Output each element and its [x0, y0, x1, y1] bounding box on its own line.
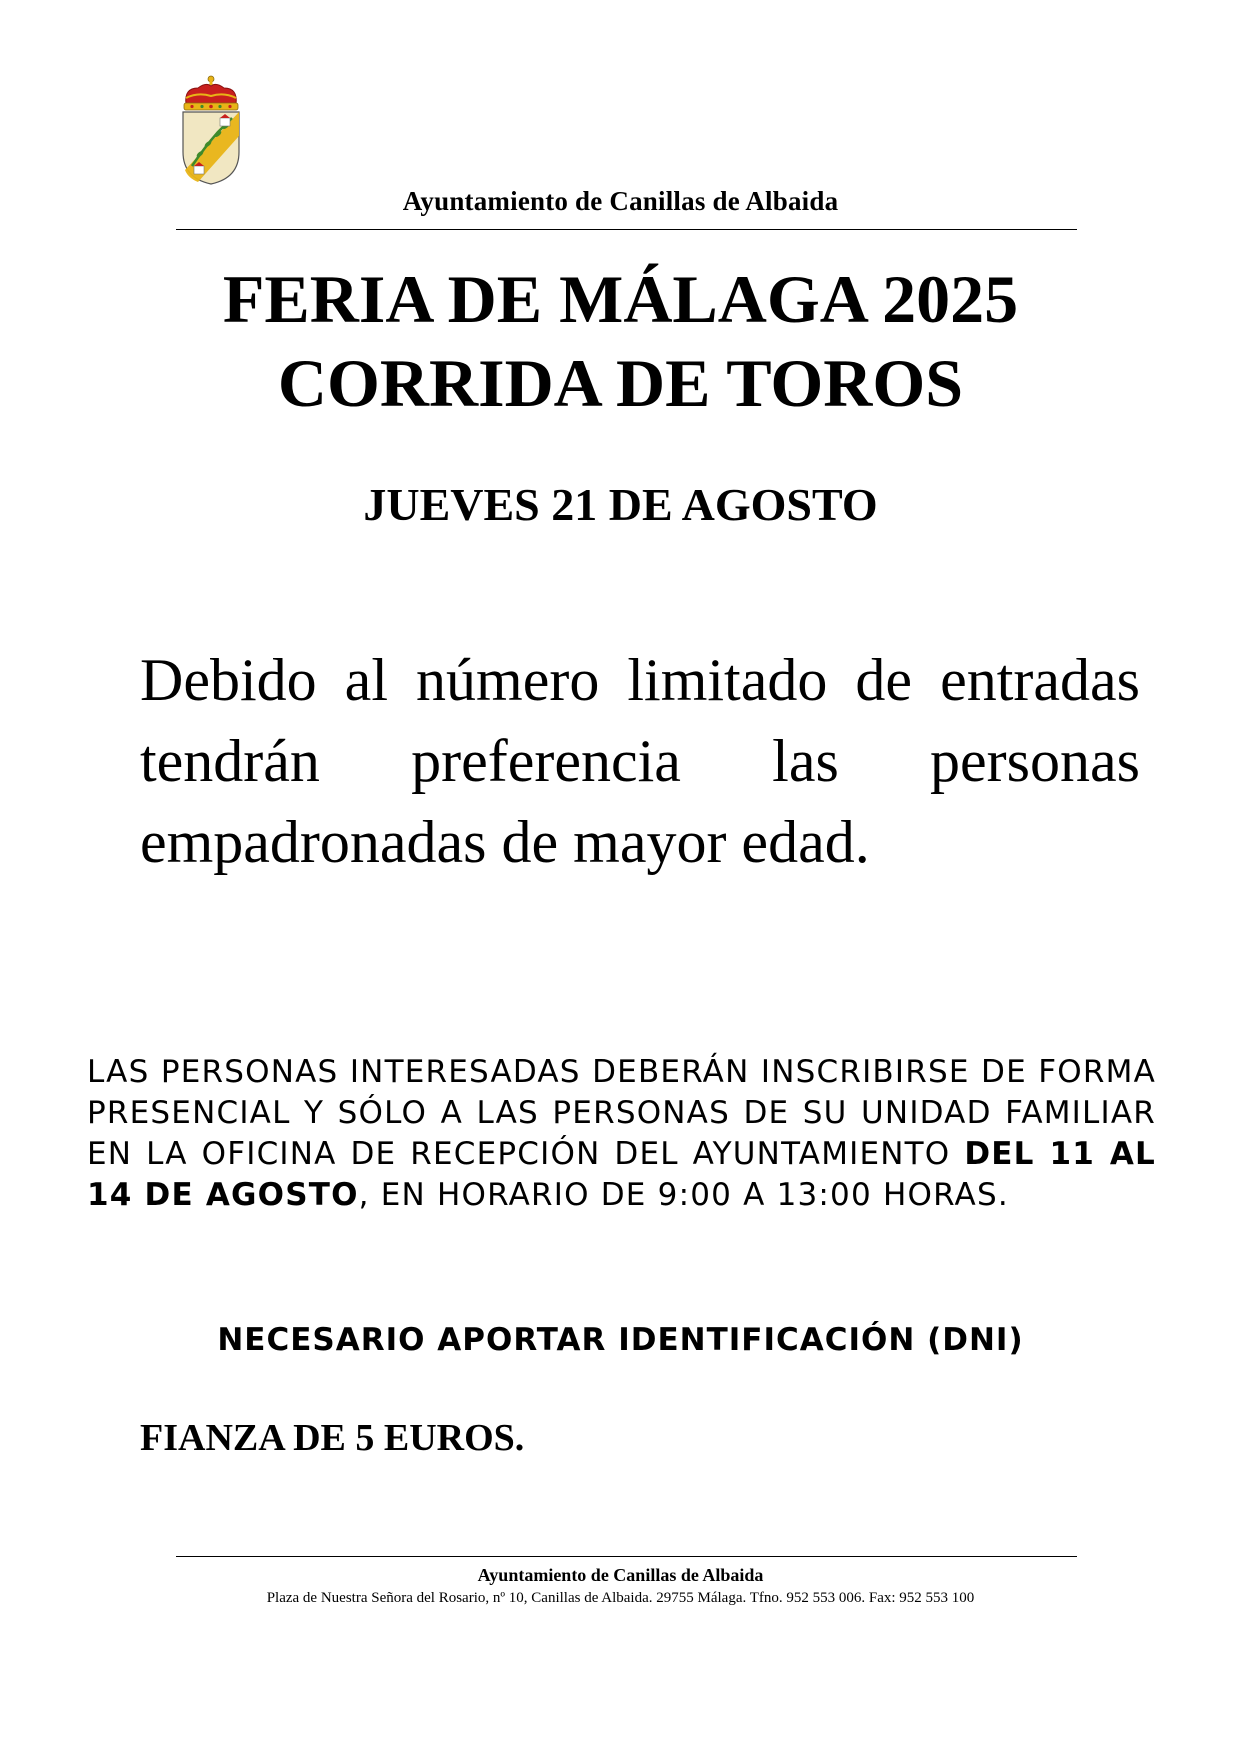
- page-subtitle: CORRIDA DE TOROS: [277, 345, 964, 421]
- coat-of-arms-icon: [178, 74, 244, 186]
- registration-dates: DEL 11 AL 14 DE AGOSTO: [87, 1136, 1156, 1213]
- shield-icon: [183, 112, 239, 184]
- priority-notice: Debido al número limitado de entradas tendrán preferencia las personas empadronadas de mayor edad.: [140, 647, 1140, 875]
- footer-divider: [176, 1556, 1077, 1557]
- footer-address: Plaza de Nuestra Señora del Rosario, nº 10, Canillas de Albaida. 29755 Málaga. Tfno. 952 553 006. Fax: 952 553 100: [266, 1590, 975, 1606]
- registration-instructions: [87, 1052, 1156, 1216]
- footer-organization-name: Ayuntamiento de Canillas de Albaida: [477, 1565, 764, 1585]
- event-date: JUEVES 21 DE AGOSTO: [363, 479, 878, 530]
- page-title: FERIA DE MÁLAGA 2025: [222, 261, 1019, 337]
- crown-icon: [184, 76, 238, 110]
- registration-text-before: LAS PERSONAS INTERESADAS DEBERÁN INSCRIBIRSE DE FORMA PRESENCIAL Y SÓLO A LAS PERSONAS DE SU UNIDAD FAMILIAR EN LA OFICINA DE RECEPCIÓN DEL AYUNTAMIENTO: [87, 1054, 1156, 1172]
- deposit-amount: FIANZA DE 5 EUROS.: [140, 1417, 525, 1459]
- registration-text-after: , EN HORARIO DE 9:00 A 13:00 HORAS.: [358, 1177, 1009, 1213]
- header-organization-name: Ayuntamiento de Canillas de Albaida: [402, 186, 839, 216]
- id-requirement: NECESARIO APORTAR IDENTIFICACIÓN (DNI): [217, 1322, 1024, 1358]
- header-divider: [176, 229, 1077, 230]
